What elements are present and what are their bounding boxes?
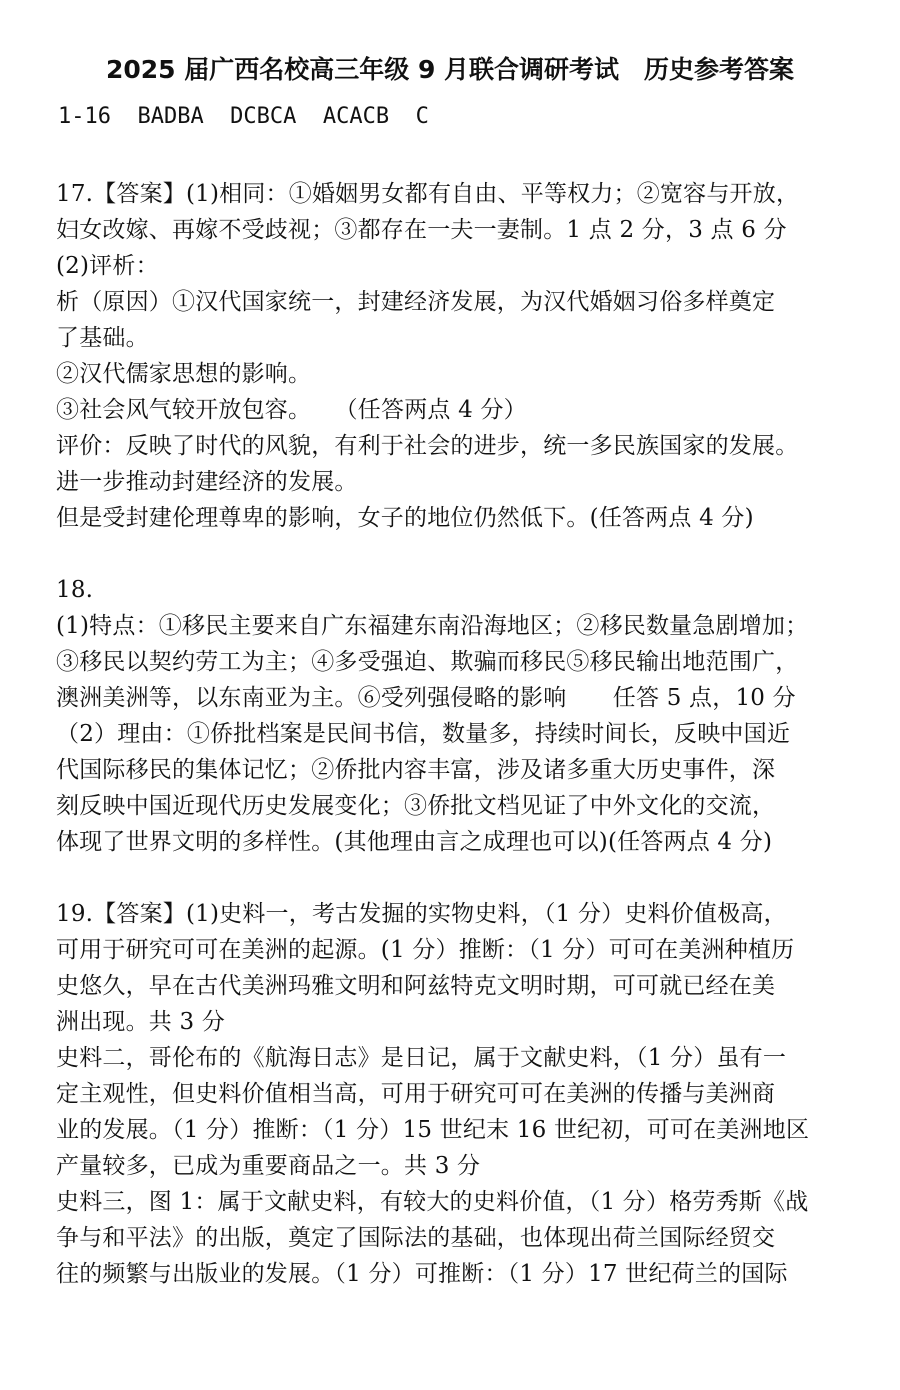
q19-line: 往的频繁与出版业的发展。（1 分）可推断：（1 分）17 世纪荷兰的国际 bbox=[56, 1261, 788, 1287]
q18-line: 澳洲美洲等，以东南亚为主。⑥受列强侵略的影响 任答 5 点，10 分 bbox=[56, 685, 796, 711]
question-19-section bbox=[56, 896, 864, 1292]
q18-line: （2）理由：①侨批档案是民间书信，数量多，持续时间长，反映中国近 bbox=[56, 721, 791, 747]
question-18-section bbox=[56, 572, 864, 860]
q19-line: 史料二，哥伦布的《航海日志》是日记，属于文献史料，（1 分）虽有一 bbox=[56, 1045, 787, 1071]
q17-line: (2)评析： bbox=[56, 253, 159, 279]
q18-line: 体现了世界文明的多样性。(其他理由言之成理也可以)(任答两点 4 分) bbox=[56, 829, 773, 855]
q17-line: ②汉代儒家思想的影响。 bbox=[56, 361, 312, 387]
q19-line: 定主观性，但史料价值相当高，可用于研究可可在美洲的传播与美洲商 bbox=[56, 1081, 776, 1107]
question-17-section bbox=[56, 176, 864, 536]
answer-content bbox=[56, 176, 864, 1292]
q17-line: 评价：反映了时代的风貌，有利于社会的进步，统一多民族国家的发展。 bbox=[56, 433, 799, 459]
section-spacer bbox=[56, 860, 864, 896]
q17-line: 但是受封建伦理尊卑的影响，女子的地位仍然低下。(任答两点 4 分) bbox=[56, 505, 754, 531]
q18-line: 刻反映中国近现代历史发展变化；③侨批文档见证了中外文化的交流， bbox=[56, 793, 776, 819]
q17-line: 进一步推动封建经济的发展。 bbox=[56, 469, 358, 495]
q17-line: 了基础。 bbox=[56, 325, 149, 351]
q18-line: (1)特点：①移民主要来自广东福建东南沿海地区；②移民数量急剧增加； bbox=[56, 613, 809, 639]
section-spacer bbox=[56, 536, 864, 572]
choice-answers: 1-16 BADBA DCBCA ACACB C bbox=[58, 104, 429, 129]
q19-line: 争与和平法》的出版，奠定了国际法的基础，也体现出荷兰国际经贸交 bbox=[56, 1225, 776, 1251]
q19-line: 产量较多，已成为重要商品之一。共 3 分 bbox=[56, 1153, 481, 1179]
document-title: 2025 届广西名校高三年级 9 月联合调研考试 历史参考答案 bbox=[105, 55, 795, 84]
q19-line: 可用于研究可可在美洲的起源。(1 分）推断：（1 分）可可在美洲种植历 bbox=[56, 937, 795, 963]
q19-line: 19.【答案】(1)史料一，考古发掘的实物史料，（1 分）史料价值极高， bbox=[56, 901, 787, 927]
q18-line: 18. bbox=[56, 577, 94, 603]
q17-line: 妇女改嫁、再嫁不受歧视；③都存在一夫一妻制。1 点 2 分，3 点 6 分 bbox=[56, 217, 787, 243]
q19-line: 洲出现。共 3 分 bbox=[56, 1009, 226, 1035]
q19-line: 史悠久，早在古代美洲玛雅文明和阿兹特克文明时期，可可就已经在美 bbox=[56, 973, 776, 999]
q18-line: 代国际移民的集体记忆；②侨批内容丰富，涉及诸多重大历史事件，深 bbox=[56, 757, 776, 783]
q19-line: 业的发展。（1 分）推断：（1 分）15 世纪末 16 世纪初，可可在美洲地区 bbox=[56, 1117, 810, 1143]
q17-line: 析（原因）①汉代国家统一，封建经济发展，为汉代婚姻习俗多样奠定 bbox=[56, 289, 776, 315]
q17-line: 17.【答案】(1)相同：①婚姻男女都有自由、平等权力；②宽容与开放， bbox=[56, 181, 800, 207]
q17-line: ③社会风气较开放包容。 （任答两点 4 分） bbox=[56, 397, 527, 423]
q19-line: 史料三，图 1：属于文献史料，有较大的史料价值，（1 分）格劳秀斯《战 bbox=[56, 1189, 809, 1215]
q18-line: ③移民以契约劳工为主；④多受强迫、欺骗而移民⑤移民输出地范围广， bbox=[56, 649, 799, 675]
